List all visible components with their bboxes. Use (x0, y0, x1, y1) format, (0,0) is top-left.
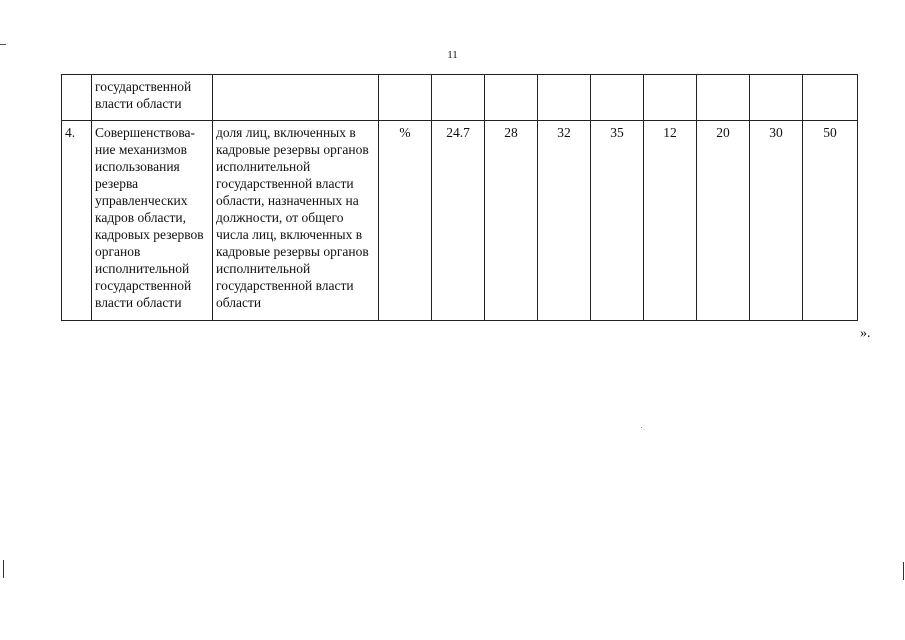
value-cell (750, 75, 803, 121)
unit-cell (379, 75, 432, 121)
left-edge-mark (3, 560, 4, 578)
value-cell (644, 75, 697, 121)
page-number: 11 (447, 49, 458, 61)
value-cell (538, 75, 591, 121)
value-cell (803, 75, 858, 121)
value-cell: 30 (750, 121, 803, 321)
value-cell: 24.7 (432, 121, 485, 321)
row-index-cell (62, 75, 92, 121)
value-cell: 32 (538, 121, 591, 321)
indicator-cell: доля лиц, включенных в кадровые резервы органов исполнительной государственной власти области, назначенных на должности, от общего числа лиц, включенных в кадровые резервы органов исполнительной государственной власти области (213, 121, 379, 321)
scan-speck (641, 427, 642, 428)
value-cell (591, 75, 644, 121)
table-row-continued (62, 75, 858, 121)
value-cell (697, 75, 750, 121)
value-cell (432, 75, 485, 121)
right-edge-mark (903, 562, 904, 580)
table-row-4 (62, 121, 858, 321)
indicator-cell (213, 75, 379, 121)
row-index-cell: 4. (62, 121, 92, 321)
value-cell: 28 (485, 121, 538, 321)
value-cell (485, 75, 538, 121)
value-cell: 35 (591, 121, 644, 321)
task-cell: Совершенствова-ние механизмов использования резерва управленческих кадров области, кадровых резервов органов исполнительной государственной власти области (92, 121, 213, 321)
closing-quote-mark: ». (860, 326, 871, 341)
indicators-table (61, 74, 858, 321)
value-cell: 12 (644, 121, 697, 321)
unit-cell: % (379, 121, 432, 321)
value-cell: 20 (697, 121, 750, 321)
left-edge-dash (0, 44, 6, 45)
task-cell: государственной власти области (92, 75, 213, 121)
value-cell: 50 (803, 121, 858, 321)
